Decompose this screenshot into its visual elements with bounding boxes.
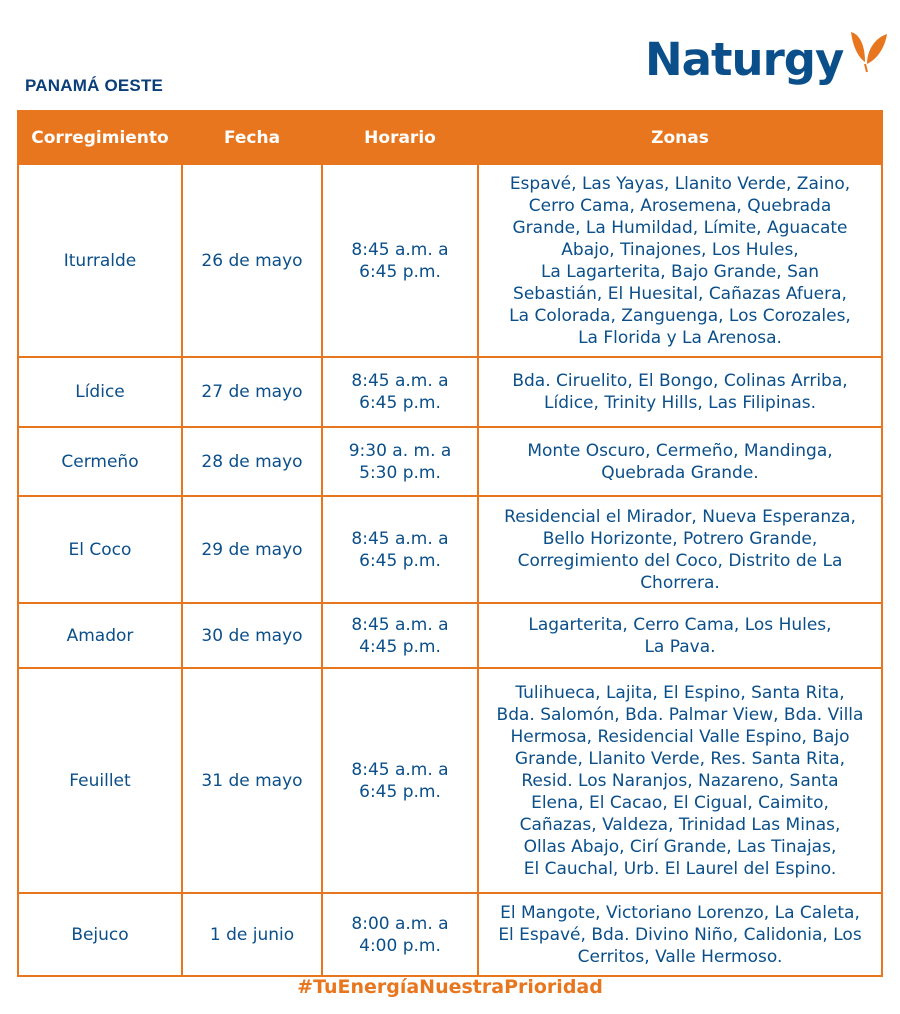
cell-horario [322, 893, 478, 976]
zonas-line: La Lagarterita, Bajo Grande, San [540, 261, 820, 282]
cell-corregimiento: Feuillet [18, 668, 182, 893]
cell-fecha: 31 de mayo [182, 668, 322, 893]
table-row [18, 603, 882, 668]
horario-line: 6:45 p.m. [359, 550, 441, 571]
zonas-line: Sebastián, El Huesital, Cañazas Afuera, [513, 283, 847, 304]
horario-line: 8:00 a.m. a [351, 913, 449, 934]
zonas-line: Cañazas, Valdeza, Trinidad Las Minas, [519, 814, 841, 835]
cell-zonas [478, 164, 882, 357]
table-row [18, 893, 882, 976]
cell-horario [322, 603, 478, 668]
header-fecha: Fecha [182, 111, 322, 164]
cell-fecha: 1 de junio [182, 893, 322, 976]
cell-corregimiento: Amador [18, 603, 182, 668]
cell-fecha: 28 de mayo [182, 427, 322, 496]
zonas-line: La Colorada, Zanguenga, Los Corozales, [509, 305, 851, 326]
cell-horario [322, 357, 478, 427]
cell-horario [322, 496, 478, 603]
horario-line: 4:45 p.m. [359, 636, 441, 657]
horario-line: 9:30 a. m. a [348, 440, 452, 461]
schedule-table [17, 110, 883, 977]
zonas-line: Grande, Llanito Verde, Res. Santa Rita, [514, 748, 846, 769]
zonas-line: Lídice, Trinity Hills, Las Filipinas. [544, 393, 816, 413]
region-title: PANAMÁ OESTE [25, 76, 164, 95]
cell-zonas [478, 357, 882, 427]
zonas-line: La Florida y La Arenosa. [578, 327, 782, 348]
zonas-line: Quebrada Grande. [601, 462, 759, 483]
zonas-line: Tulihueca, Lajita, El Espino, Santa Rita, [515, 682, 845, 703]
horario-line: 8:45 a.m. a [351, 614, 449, 635]
brand-name: Naturgy [645, 33, 844, 86]
cell-fecha: 27 de mayo [182, 357, 322, 427]
header-corregimiento: Corregimiento [18, 111, 182, 164]
zonas-line: Lagarterita, Cerro Cama, Los Hules, [528, 614, 832, 635]
horario-line: 6:45 p.m. [359, 261, 441, 282]
cell-zonas [478, 893, 882, 976]
cell-zonas [478, 427, 882, 496]
table-row [18, 427, 882, 496]
horario-line: 8:45 a.m. a [351, 528, 449, 549]
horario-line: 8:45 a.m. a [351, 239, 449, 260]
horario-line: 4:00 p.m. [359, 935, 441, 956]
hashtag: #TuEnergíaNuestraPrioridad [297, 976, 603, 998]
zonas-line: Corregimiento del Coco, Distrito de La [517, 550, 843, 571]
horario-line: 6:45 p.m. [359, 393, 441, 413]
cell-fecha: 26 de mayo [182, 164, 322, 357]
zonas-line: Espavé, Las Yayas, Llanito Verde, Zaino, [509, 173, 851, 194]
zonas-line: Abajo, Tinajones, Los Hules, [561, 239, 799, 260]
cell-zonas [478, 603, 882, 668]
zonas-line: Bda. Salomón, Bda. Palmar View, Bda. Villa [496, 704, 864, 725]
zonas-line: La Pava. [644, 636, 716, 657]
zonas-line: Resid. Los Naranjos, Nazareno, Santa [521, 770, 839, 791]
zonas-line: Grande, La Humildad, Límite, Aguacate [512, 217, 848, 238]
cell-zonas [478, 668, 882, 893]
cell-horario [322, 427, 478, 496]
table-row [18, 496, 882, 603]
zonas-line: Monte Oscuro, Cermeño, Mandinga, [527, 440, 833, 461]
zonas-line: Bello Horizonte, Potrero Grande, [542, 528, 818, 549]
naturgy-logo [645, 28, 889, 92]
header-horario: Horario [322, 111, 478, 164]
cell-corregimiento: Bejuco [18, 893, 182, 976]
cell-corregimiento: Lídice [18, 357, 182, 427]
zonas-line: Hermosa, Residencial Valle Espino, Bajo [510, 726, 850, 747]
zonas-line: Elena, El Cacao, El Cigual, Caimito, [531, 792, 829, 813]
table-row [18, 164, 882, 357]
zonas-line: El Mangote, Victoriano Lorenzo, La Caleta, [500, 902, 860, 923]
zonas-line: Chorrera. [640, 572, 720, 593]
zonas-line: Ollas Abajo, Cirí Grande, Las Tinajas, [523, 836, 837, 857]
cell-zonas [478, 496, 882, 603]
table-row [18, 668, 882, 893]
table-header-row [18, 111, 882, 164]
header-zonas: Zonas [478, 111, 882, 164]
butterfly-icon [845, 28, 889, 74]
cell-corregimiento: Cermeño [18, 427, 182, 496]
zonas-line: El Espavé, Bda. Divino Niño, Calidonia, Los [498, 924, 862, 945]
horario-line: 8:45 a.m. a [351, 759, 449, 780]
cell-fecha: 29 de mayo [182, 496, 322, 603]
cell-horario [322, 668, 478, 893]
zonas-line: Cerritos, Valle Hermoso. [577, 946, 783, 967]
zonas-line: Bda. Ciruelito, El Bongo, Colinas Arriba, [512, 371, 848, 391]
cell-corregimiento: El Coco [18, 496, 182, 603]
table-row [18, 357, 882, 427]
cell-fecha: 30 de mayo [182, 603, 322, 668]
cell-horario [322, 164, 478, 357]
zonas-line: Cerro Cama, Arosemena, Quebrada [528, 195, 832, 216]
horario-line: 8:45 a.m. a [351, 371, 449, 391]
horario-line: 6:45 p.m. [359, 781, 441, 802]
zonas-line: El Cauchal, Urb. El Laurel del Espino. [523, 858, 837, 879]
horario-line: 5:30 p.m. [359, 462, 441, 483]
zonas-line: Residencial el Mirador, Nueva Esperanza, [504, 506, 856, 527]
cell-corregimiento: Iturralde [18, 164, 182, 357]
